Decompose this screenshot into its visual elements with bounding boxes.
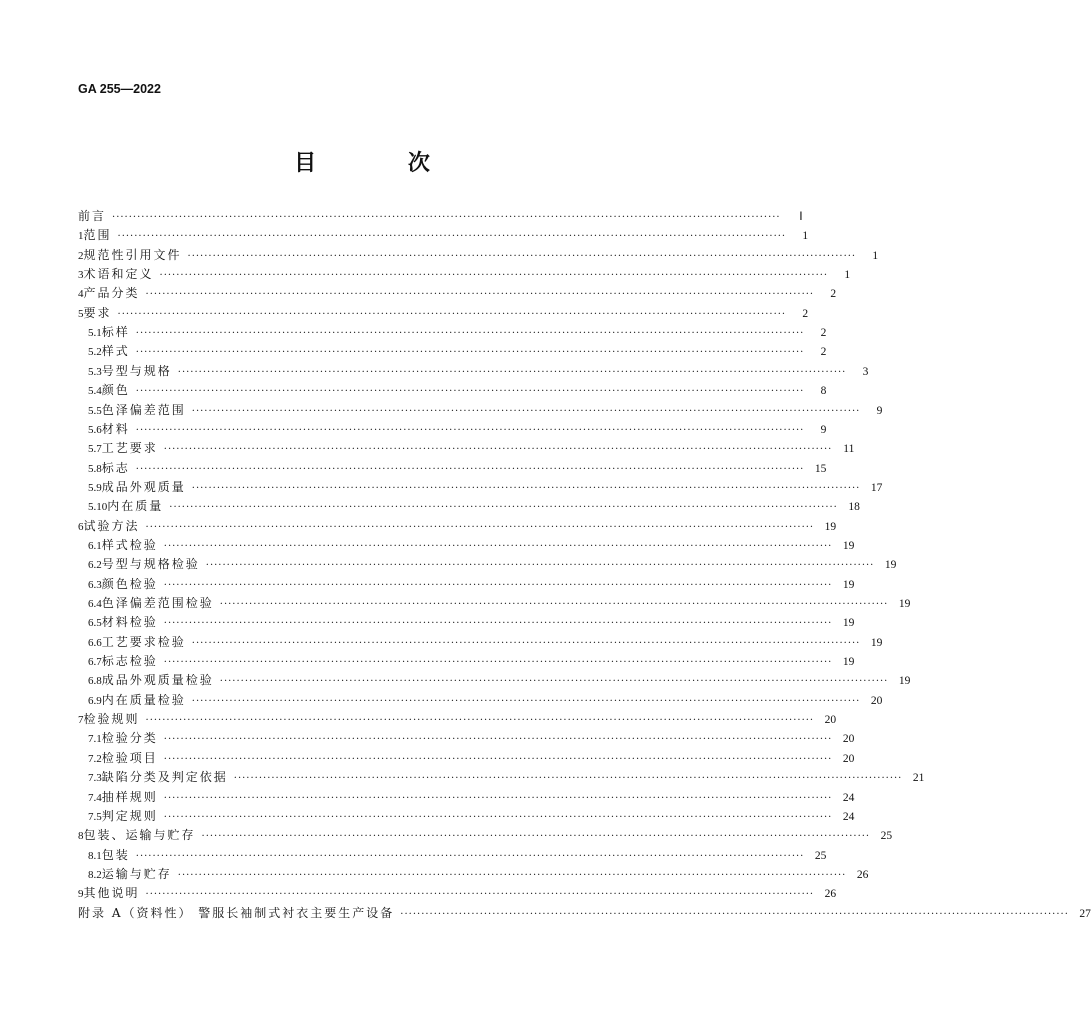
- toc-leader-dots: ································································································································································: [159, 270, 829, 282]
- toc-entry[interactable]: [78, 904, 1091, 923]
- toc-entry-page: 1: [802, 230, 809, 243]
- toc-entry-label: 规范性引用文件: [83, 247, 182, 262]
- toc-leader-dots: ································································································································································: [191, 695, 861, 707]
- toc-leader-dots: ································································································································································: [163, 753, 833, 765]
- toc-entry-page: 20: [842, 752, 855, 765]
- toc-entry-page: 19: [842, 539, 855, 552]
- toc-entry-page: 26: [824, 888, 837, 901]
- toc-leader-dots: ································································································································································: [163, 811, 833, 823]
- toc-leader-dots: ································································································································································: [191, 482, 861, 494]
- toc-entry-page: 2: [830, 288, 837, 301]
- toc-entry[interactable]: [88, 575, 855, 594]
- toc-leader-dots: ································································································································································: [205, 560, 875, 572]
- toc-entry-label: 范围: [83, 228, 112, 243]
- toc-entry-label: 前言: [78, 209, 107, 223]
- toc-entry-number: 6.5: [88, 617, 102, 630]
- toc-entry-number: 6: [78, 520, 84, 533]
- toc-leader-dots: ································································································································································: [169, 502, 838, 514]
- toc-entry[interactable]: [88, 362, 869, 381]
- toc-entry-label: 试验方法: [83, 518, 140, 533]
- toc-entry[interactable]: [88, 323, 827, 342]
- toc-entry[interactable]: [88, 768, 925, 787]
- toc-entry[interactable]: [88, 749, 855, 768]
- toc-entry-label: 术语和定义: [83, 267, 154, 282]
- toc-entry-number: 1: [78, 230, 84, 243]
- toc-entry[interactable]: [78, 265, 851, 284]
- toc-leader-dots: ································································································································································: [191, 405, 861, 417]
- toc-leader-dots: ································································································································································: [400, 908, 1069, 920]
- toc-entry-number: 7: [78, 714, 84, 727]
- toc-entry-number: 5.1: [88, 327, 102, 340]
- toc-leader-dots: ································································································································································: [135, 424, 805, 436]
- toc-entry[interactable]: [88, 439, 855, 458]
- toc-entry[interactable]: [88, 865, 869, 884]
- toc-entry-page: 2: [802, 307, 809, 320]
- toc-entry[interactable]: [88, 536, 855, 555]
- toc-entry-page: 1: [844, 269, 851, 282]
- toc-entry-page: 25: [880, 830, 893, 843]
- toc-entry-label: 工艺要求: [101, 441, 158, 456]
- toc-entry-page: 20: [870, 694, 883, 707]
- toc-leader-dots: ································································································································································: [163, 540, 833, 552]
- toc-entry-page: 19: [870, 636, 883, 649]
- toc-entry-page: 20: [842, 733, 855, 746]
- toc-entry-number: 5.4: [88, 385, 102, 398]
- toc-entry[interactable]: [88, 729, 855, 748]
- toc-leader-dots: ································································································································································: [163, 792, 833, 804]
- toc-leader-dots: ································································································································································: [135, 463, 805, 475]
- toc-leader-dots: ································································································································································: [163, 657, 833, 669]
- toc-entry[interactable]: [88, 420, 827, 439]
- toc-entry[interactable]: [88, 594, 911, 613]
- toc-entry-page: Ⅰ: [799, 211, 803, 223]
- toc-entry-number: 5.5: [88, 404, 102, 417]
- toc-entry[interactable]: [78, 246, 879, 265]
- toc-leader-dots: ································································································································································: [219, 599, 889, 610]
- toc-entry-number: 7.4: [88, 791, 102, 804]
- toc-entry[interactable]: [78, 226, 809, 245]
- toc-entry-page: 2: [820, 346, 827, 359]
- toc-entry[interactable]: [88, 671, 911, 690]
- toc-entry[interactable]: [88, 555, 897, 574]
- toc-leader-dots: ································································································································································: [177, 366, 847, 378]
- toc-entry-page: 9: [820, 423, 827, 436]
- toc-entry-label: 颜色: [101, 383, 130, 398]
- toc-entry-page: 27: [1079, 907, 1091, 920]
- toc-entry[interactable]: [78, 207, 803, 226]
- toc-entry-number: 6.8: [88, 675, 102, 688]
- toc-entry-label: 色泽偏差范围检验: [101, 596, 214, 610]
- toc-entry-label: 号型与规格: [101, 363, 172, 378]
- toc-leader-dots: ································································································································································: [163, 579, 833, 591]
- toc-entry-label: 缺陷分类及判定依据: [101, 770, 228, 785]
- toc-entry[interactable]: [88, 691, 883, 710]
- toc-entry[interactable]: [78, 304, 809, 323]
- toc-leader-dots: ································································································································································: [112, 212, 781, 223]
- toc-entry[interactable]: [78, 826, 893, 845]
- toc-entry[interactable]: [88, 497, 860, 516]
- toc-entry[interactable]: [88, 788, 855, 807]
- toc-entry[interactable]: [78, 884, 837, 903]
- toc-leader-dots: ································································································································································: [233, 773, 903, 785]
- toc-entry-number: 2: [78, 249, 84, 262]
- toc-entry-label: 包装: [101, 847, 130, 862]
- toc-leader-dots: ································································································································································: [135, 386, 805, 398]
- toc-entry[interactable]: [78, 284, 837, 303]
- toc-entry-number: 6.6: [88, 636, 102, 649]
- toc-entry[interactable]: [88, 459, 827, 478]
- toc-entry-number: 7.3: [88, 772, 102, 785]
- toc-entry-page: 19: [842, 656, 855, 669]
- toc-entry-label: 包装、运输与贮存: [83, 828, 196, 843]
- toc-entry-page: 19: [842, 617, 855, 630]
- toc-entry[interactable]: [88, 846, 827, 865]
- toc-leader-dots: ································································································································································: [135, 328, 805, 340]
- toc-leader-dots: ································································································································································: [145, 889, 815, 901]
- toc-entry[interactable]: [88, 401, 883, 420]
- toc-entry-label: 色泽偏差范围: [101, 402, 186, 417]
- toc-entry-number: 5.2: [88, 346, 102, 359]
- toc-entry-number: 6.4: [88, 598, 102, 610]
- toc-entry-label: 要求: [83, 305, 112, 320]
- toc-entry-page: 24: [842, 810, 855, 823]
- toc-entry-number: 7.2: [88, 752, 102, 765]
- toc-entry-page: 24: [842, 791, 855, 804]
- toc-entry-page: 19: [842, 578, 855, 591]
- toc-entry-page: 21: [912, 772, 925, 785]
- toc-entry-label: 样式检验: [101, 537, 158, 552]
- toc-entry-number: 7.1: [88, 733, 102, 746]
- toc-leader-dots: ································································································································································: [163, 618, 833, 630]
- toc-entry[interactable]: [88, 807, 855, 826]
- toc-leader-dots: ································································································································································: [135, 850, 805, 862]
- toc-entry-number: 7.5: [88, 810, 102, 823]
- toc-entry-label: 材料: [101, 421, 130, 436]
- toc-entry-label: 标样: [101, 325, 130, 340]
- toc-leader-dots: ································································································································································: [163, 734, 833, 746]
- toc-leader-dots: ································································································································································: [117, 231, 787, 243]
- document-code: GA 255—2022: [78, 82, 161, 96]
- toc-entry-number: 6.1: [88, 539, 102, 552]
- toc-leader-dots: ································································································································································: [145, 521, 815, 533]
- toc-entry-label: 抽样规则: [101, 789, 158, 804]
- toc-entry-label: 其他说明: [83, 886, 140, 901]
- toc-entry-page: 11: [843, 443, 855, 456]
- toc-entry[interactable]: [78, 517, 837, 536]
- toc-entry[interactable]: [88, 613, 855, 632]
- toc-entry-page: 8: [820, 385, 827, 398]
- toc-entry-label: 标志: [101, 460, 130, 475]
- toc-entry-page: 9: [876, 404, 883, 417]
- page-title: 目 次: [294, 150, 472, 176]
- toc-entry-number: 5.10: [88, 501, 108, 514]
- toc-entry-label: 成品外观质量检验: [101, 673, 214, 688]
- toc-entry-number: 4: [78, 288, 84, 301]
- toc-entry-page: 2: [820, 327, 827, 340]
- toc-entry-label: 运输与贮存: [101, 866, 172, 881]
- toc-entry-number: 6.9: [88, 694, 102, 707]
- toc-entry-page: 19: [824, 520, 837, 533]
- toc-entry-label: 颜色检验: [101, 576, 158, 591]
- toc-entry-page: 18: [848, 501, 860, 514]
- toc-entry-number: 5.7: [88, 443, 102, 456]
- toc-entry-number: 6.3: [88, 578, 102, 591]
- toc-entry-page: 3: [862, 365, 869, 378]
- toc-leader-dots: ································································································································································: [201, 831, 871, 843]
- toc-entry-page: 17: [870, 481, 883, 494]
- toc-entry[interactable]: [88, 652, 855, 671]
- toc-leader-dots: ································································································································································: [145, 715, 815, 727]
- toc-entry-label: 内在质量: [107, 499, 164, 514]
- toc-leader-dots: ································································································································································: [191, 637, 861, 649]
- toc-entry-number: 3: [78, 269, 84, 282]
- toc-entry-number: 5: [78, 307, 84, 320]
- toc-entry-label: 标志检验: [101, 654, 158, 669]
- toc-entry-label: 成品外观质量: [101, 479, 186, 494]
- toc-entry-number: 8.1: [88, 849, 102, 862]
- toc-entry[interactable]: [88, 633, 883, 652]
- toc-entry-label: 工艺要求检验: [101, 634, 186, 649]
- toc-leader-dots: ································································································································································: [187, 250, 857, 262]
- toc-entry[interactable]: [88, 478, 883, 497]
- toc-entry-label: 号型与规格检验: [101, 557, 200, 572]
- toc-entry-number: 5.3: [88, 365, 102, 378]
- toc-entry-label: 材料检验: [101, 615, 158, 630]
- toc-entry-number: 8: [78, 830, 84, 843]
- toc-entry-number: 5.9: [88, 481, 102, 494]
- toc-entry-page: 19: [898, 675, 911, 688]
- toc-leader-dots: ································································································································································: [219, 676, 889, 688]
- toc-entry-label: 检验项目: [101, 750, 158, 765]
- toc-entry-number: 8.2: [88, 868, 102, 881]
- toc-leader-dots: ································································································································································: [145, 289, 815, 301]
- toc-entry-label: 样式: [101, 344, 130, 359]
- toc-entry-label: 产品分类: [83, 286, 140, 301]
- toc-entry-page: 19: [884, 559, 897, 572]
- toc-entry[interactable]: [88, 381, 827, 400]
- toc-entry-number: 5.8: [88, 462, 102, 475]
- toc-entry-number: 9: [78, 888, 84, 901]
- toc-entry-page: 1: [872, 249, 879, 262]
- toc-entry-page: 25: [814, 849, 827, 862]
- toc-entry-label: 附录 A（资料性） 警服长袖制式衬衣主要生产设备: [78, 905, 395, 920]
- toc-entry-number: 5.6: [88, 423, 102, 436]
- toc-entry-label: 检验分类: [101, 731, 158, 746]
- toc-entry-page: 26: [856, 868, 869, 881]
- toc-leader-dots: ································································································································································: [117, 308, 787, 320]
- toc-entry-number: 6.7: [88, 656, 102, 669]
- toc-entry-page: 19: [898, 598, 911, 610]
- toc-entry-page: 20: [824, 714, 837, 727]
- toc-entry-page: 15: [814, 462, 827, 475]
- toc-entry[interactable]: [78, 710, 837, 729]
- toc-entry-label: 内在质量检验: [101, 692, 186, 707]
- toc-leader-dots: ································································································································································: [163, 444, 833, 456]
- toc-leader-dots: ································································································································································: [177, 869, 847, 881]
- toc-entry-label: 检验规则: [83, 712, 140, 727]
- toc-leader-dots: ································································································································································: [135, 347, 805, 359]
- toc-entry-number: 6.2: [88, 559, 102, 572]
- toc-entry[interactable]: [88, 342, 827, 361]
- toc-entry-label: 判定规则: [101, 808, 158, 823]
